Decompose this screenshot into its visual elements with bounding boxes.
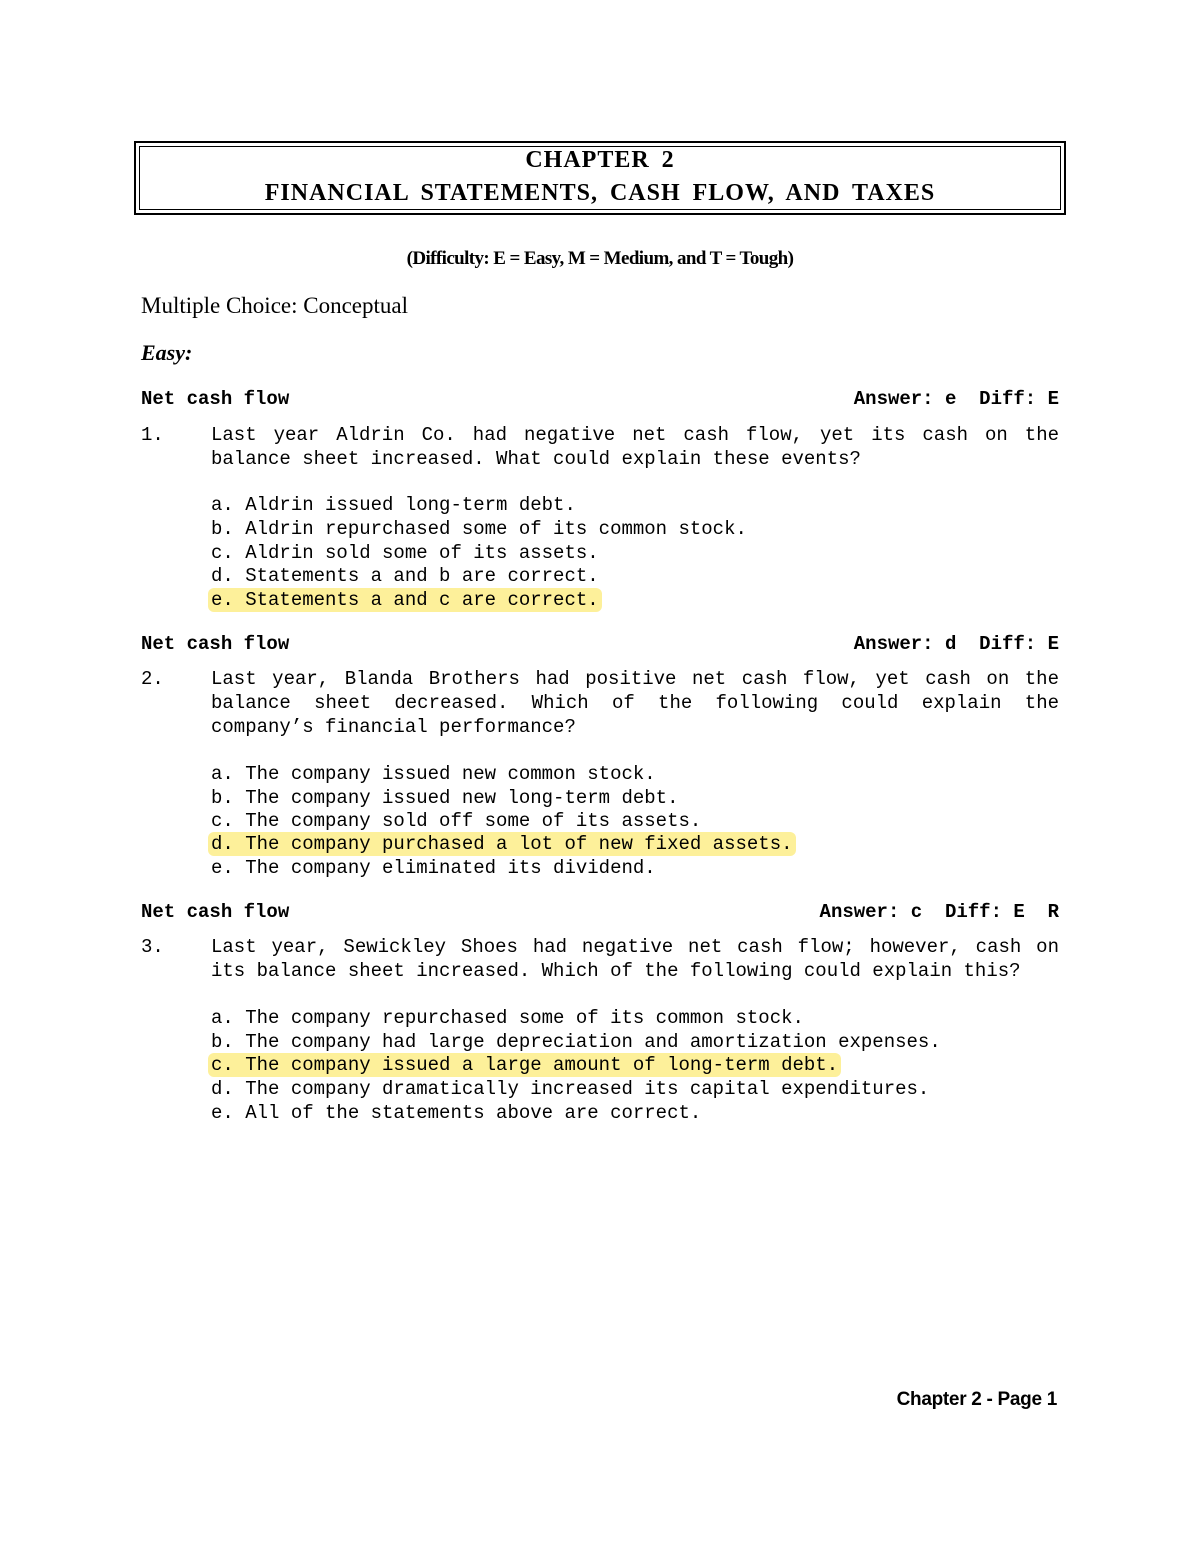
question-stem-line: Last year, Blanda Brothers had positive net cash flow, yet cash on the: [211, 668, 1059, 690]
question-number: 2.: [141, 668, 164, 690]
answer-option-b: b. The company had large depreciation and amortization expenses.: [211, 1031, 941, 1053]
question-answer-info: Answer: c Diff: E R: [819, 901, 1059, 923]
answer-option-d: d. The company dramatically increased its capital expenditures.: [211, 1078, 930, 1100]
answer-option-d: d. Statements a and b are correct.: [211, 565, 599, 587]
answer-option-e: e. All of the statements above are correct.: [211, 1102, 702, 1124]
answer-option-b: b. The company issued new long-term debt.: [211, 787, 679, 809]
difficulty-key: (Difficulty: E = Easy, M = Medium, and T = Tough): [406, 248, 794, 269]
question-stem-line: its balance sheet increased. Which of the following could explain this?: [211, 960, 1021, 982]
answer-option-c: c. Aldrin sold some of its assets.: [211, 542, 599, 564]
chapter-title: FINANCIAL STATEMENTS, CASH FLOW, AND TAXES: [264, 180, 936, 206]
answer-option-a: a. Aldrin issued long-term debt.: [211, 494, 576, 516]
question-answer-info: Answer: d Diff: E: [853, 633, 1059, 655]
answer-option-c-highlighted: [211, 1053, 841, 1077]
page-footer: Chapter 2 - Page 1: [896, 1389, 1057, 1410]
subsection-heading: Easy:: [141, 340, 193, 365]
question-stem-line: Last year, Sewickley Shoes had negative net cash flow; however, cash on: [211, 936, 1059, 958]
answer-option-a: a. The company repurchased some of its common stock.: [211, 1007, 804, 1029]
question-topic: Net cash flow: [141, 633, 290, 655]
answer-option-e: e. The company eliminated its dividend.: [211, 857, 656, 879]
answer-option-d-highlighted: [211, 832, 796, 856]
chapter-number: CHAPTER 2: [525, 147, 675, 173]
question-stem-line: Last year Aldrin Co. had negative net cash flow, yet its cash on the: [211, 424, 1059, 446]
answer-option-a: a. The company issued new common stock.: [211, 763, 656, 785]
answer-highlight: e. Statements a and c are correct.: [208, 588, 602, 612]
question-stem-line: company’s financial performance?: [211, 716, 576, 738]
question-topic: Net cash flow: [141, 901, 290, 923]
section-heading: Multiple Choice: Conceptual: [141, 293, 409, 318]
question-topic: Net cash flow: [141, 388, 290, 410]
answer-option-b: b. Aldrin repurchased some of its common stock.: [211, 518, 747, 540]
answer-option-c: c. The company sold off some of its assets.: [211, 810, 702, 832]
question-stem-line: balance sheet increased. What could explain these events?: [211, 448, 861, 470]
question-number: 1.: [141, 424, 164, 446]
answer-highlight: d. The company purchased a lot of new fixed assets.: [208, 832, 796, 856]
answer-option-e-highlighted: [211, 588, 602, 612]
answer-highlight: c. The company issued a large amount of long-term debt.: [208, 1053, 841, 1077]
question-stem-line: balance sheet decreased. Which of the following could explain the: [211, 692, 1059, 714]
question-number: 3.: [141, 936, 164, 958]
question-answer-info: Answer: e Diff: E: [853, 388, 1059, 410]
